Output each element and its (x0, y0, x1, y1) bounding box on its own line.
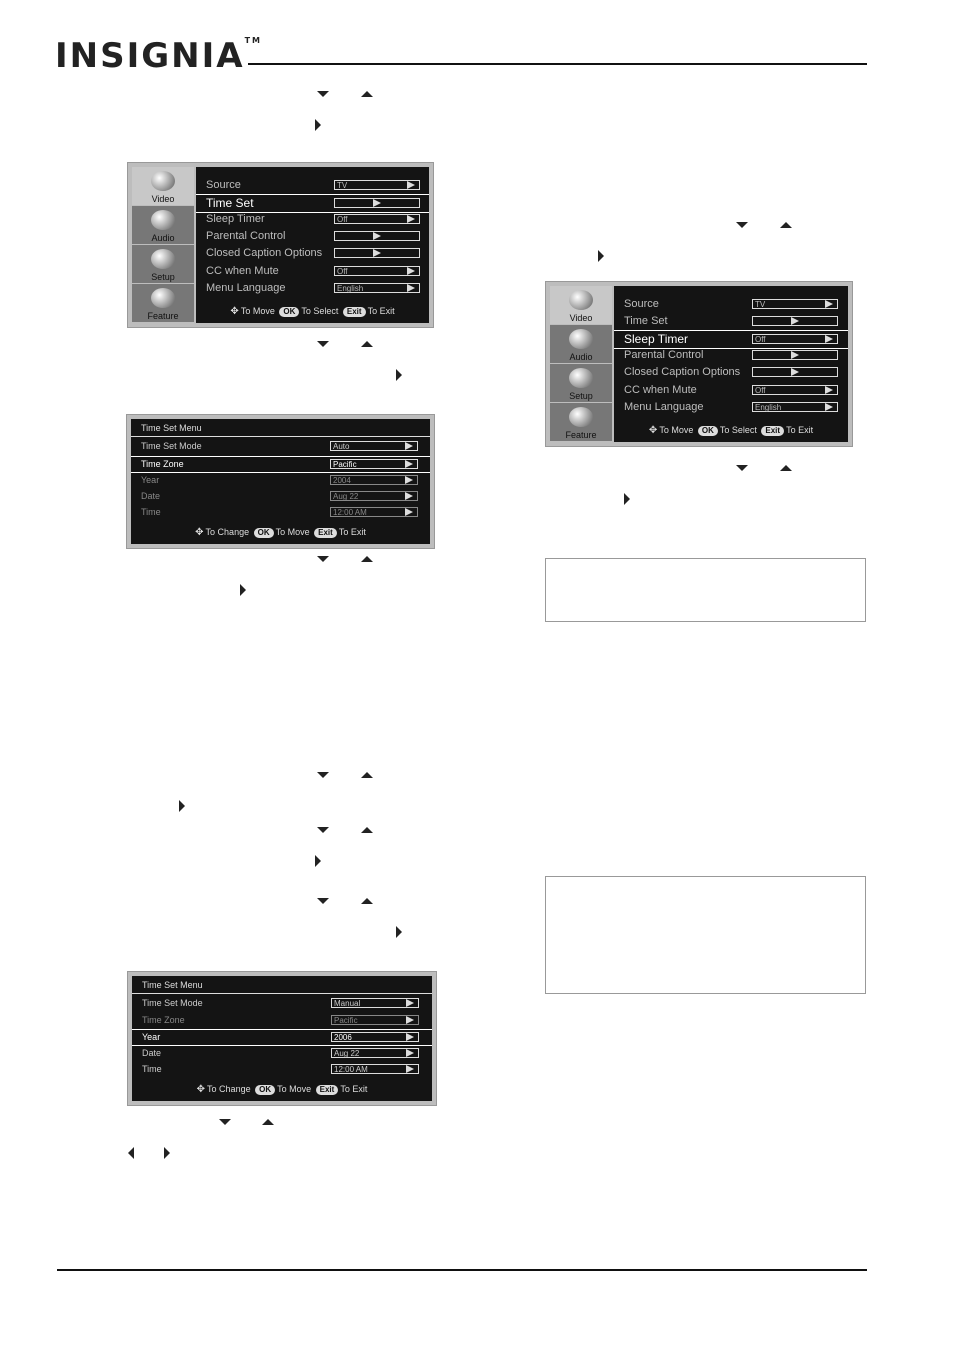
audio-icon (151, 210, 175, 230)
time-set-menu-auto (126, 414, 435, 549)
ts-row-year[interactable]: Year 2004 (131, 473, 430, 488)
down-arrow-icon (736, 222, 748, 228)
video-icon (569, 290, 593, 310)
ts-footer: ✥ To Change OK To Move Exit To Exit (196, 1084, 368, 1095)
header-rule (248, 63, 867, 65)
menu-row-sleep-timer[interactable]: Sleep Timer Off (196, 211, 429, 228)
move-arrows-icon: ✥ (648, 425, 658, 436)
menu-panel (196, 167, 429, 323)
up-arrow-icon (361, 772, 373, 778)
ts-row-time-zone[interactable]: Time Zone Pacific (131, 456, 430, 473)
menu-row-sleep-timer[interactable]: Sleep Timer Off (614, 330, 848, 349)
video-icon (151, 171, 175, 191)
right-arrow-icon (396, 926, 402, 938)
tab-feature[interactable]: Feature (132, 284, 194, 322)
up-arrow-icon (361, 556, 373, 562)
right-arrow-icon (315, 119, 321, 131)
menu-row-parental-control[interactable]: Parental Control (614, 347, 848, 364)
menu-row-menu-language[interactable]: Menu Language English (614, 399, 848, 416)
tab-audio[interactable]: Audio (550, 325, 612, 363)
up-arrow-icon (361, 827, 373, 833)
down-arrow-icon (219, 1119, 231, 1125)
tab-audio[interactable]: Audio (132, 206, 194, 244)
right-arrow-icon (179, 800, 185, 812)
up-arrow-icon (780, 222, 792, 228)
right-arrow-icon (164, 1147, 170, 1159)
menu-row-menu-language[interactable]: Menu Language English (196, 280, 429, 297)
menu-row-closed-caption[interactable]: Closed Caption Options (614, 364, 848, 381)
ts-row-date[interactable]: Date Aug 22 (132, 1046, 432, 1061)
setup-menu-screen (127, 162, 434, 328)
menu-footer: ✥ To Move OK To Select Exit To Exit (648, 425, 814, 436)
tab-feature[interactable]: Feature (550, 403, 612, 441)
ts-row-year[interactable]: Year 2006 (132, 1029, 432, 1046)
down-arrow-icon (736, 465, 748, 471)
menu-panel (614, 286, 848, 442)
menu-tabs (550, 286, 612, 442)
tab-setup[interactable]: Setup (550, 364, 612, 402)
menu-row-closed-caption[interactable]: Closed Caption Options (196, 245, 429, 262)
menu-row-source[interactable]: Source TV (196, 177, 429, 194)
down-arrow-icon (317, 827, 329, 833)
tab-video[interactable]: Video (550, 286, 612, 324)
menu-footer: ✥ To Move OK To Select Exit To Exit (230, 306, 395, 317)
footer-rule (57, 1269, 867, 1271)
down-arrow-icon (317, 91, 329, 97)
audio-icon (569, 329, 593, 349)
setup-icon (569, 368, 593, 388)
note-box (545, 876, 866, 994)
down-arrow-icon (317, 556, 329, 562)
right-arrow-icon (624, 493, 630, 505)
right-arrow-icon (396, 369, 402, 381)
menu-row-time-set[interactable]: Time Set (196, 194, 429, 213)
ts-row-time-zone[interactable]: Time Zone Pacific (132, 1013, 432, 1028)
feature-icon (569, 407, 593, 427)
ts-row-mode[interactable]: Time Set Mode Manual (132, 996, 432, 1011)
down-arrow-icon (317, 772, 329, 778)
note-box (545, 558, 866, 622)
up-arrow-icon (780, 465, 792, 471)
move-arrows-icon: ✥ (230, 306, 239, 317)
setup-icon (151, 249, 175, 269)
tab-setup[interactable]: Setup (132, 245, 194, 283)
down-arrow-icon (317, 341, 329, 347)
up-arrow-icon (361, 341, 373, 347)
right-arrow-icon (240, 584, 246, 596)
insignia-logo: INSIGNIA™ (55, 36, 262, 76)
menu-row-source[interactable]: Source TV (614, 296, 848, 313)
menu-row-cc-when-mute[interactable]: CC when Mute Off (196, 263, 429, 280)
up-arrow-icon (361, 91, 373, 97)
setup-menu-screen-sleep (545, 281, 853, 447)
ts-row-time[interactable]: Time 12:00 AM (131, 505, 430, 520)
left-arrow-icon (128, 1147, 134, 1159)
up-arrow-icon (361, 898, 373, 904)
right-arrow-icon (598, 250, 604, 262)
right-arrow-icon (315, 855, 321, 867)
ts-footer: ✥ To Change OK To Move Exit To Exit (195, 527, 366, 538)
up-arrow-icon (262, 1119, 274, 1125)
feature-icon (151, 288, 175, 308)
down-arrow-icon (317, 898, 329, 904)
ts-row-mode[interactable]: Time Set Mode Auto (131, 439, 430, 454)
menu-row-cc-when-mute[interactable]: CC when Mute Off (614, 382, 848, 399)
menu-tabs (132, 167, 194, 323)
time-set-title: Time Set Menu (142, 980, 203, 990)
menu-row-time-set[interactable]: Time Set (614, 313, 848, 330)
ts-row-time[interactable]: Time 12:00 AM (132, 1062, 432, 1077)
time-set-menu-manual (127, 971, 437, 1106)
menu-row-parental-control[interactable]: Parental Control (196, 228, 429, 245)
ts-row-date[interactable]: Date Aug 22 (131, 489, 430, 504)
time-set-title: Time Set Menu (141, 423, 202, 433)
tab-video[interactable]: Video (132, 167, 194, 205)
